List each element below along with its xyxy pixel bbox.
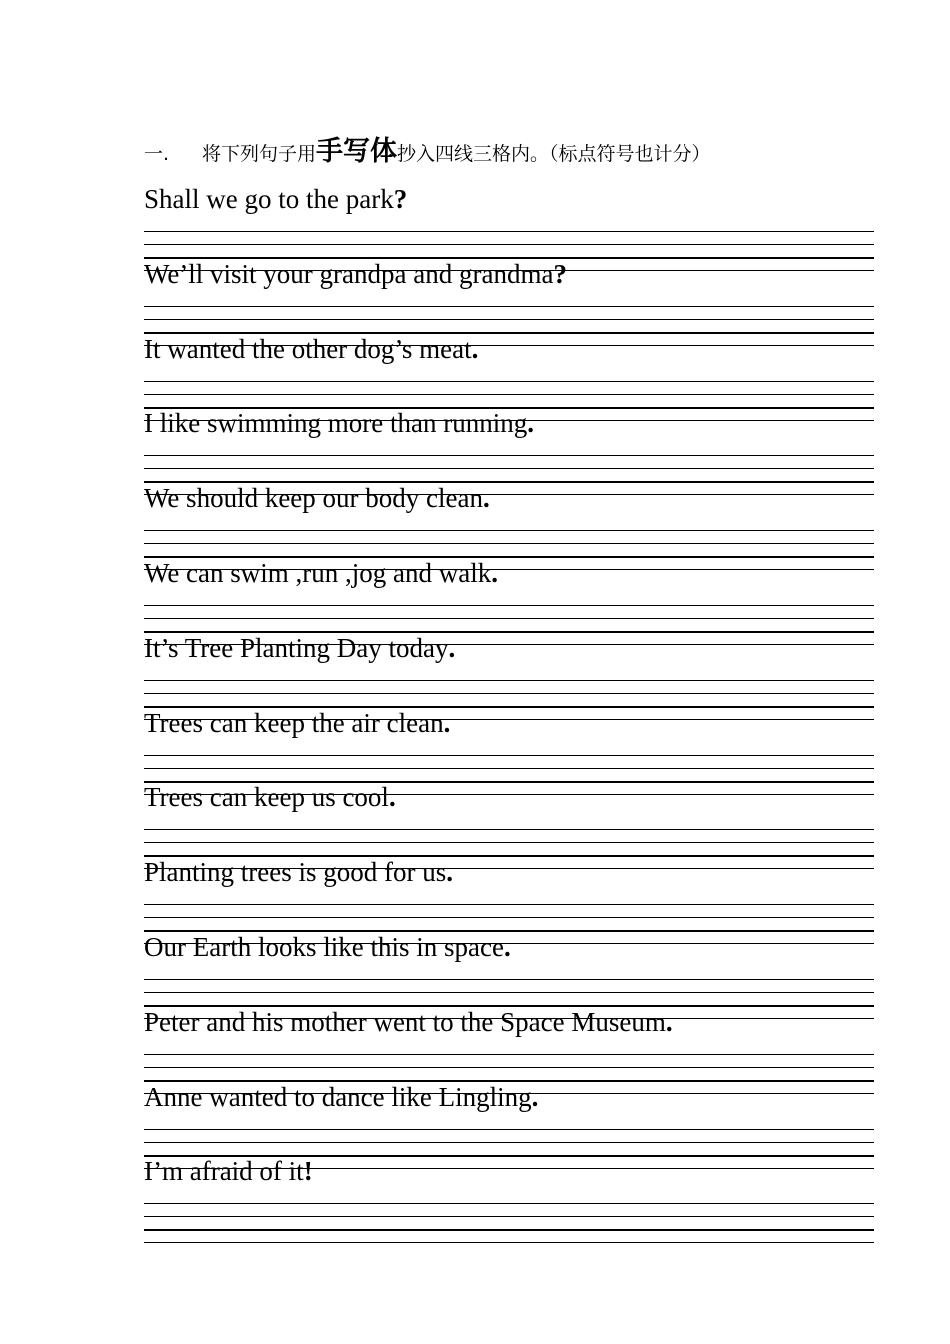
sentence-text: Planting trees is good for us xyxy=(144,857,447,888)
writing-line xyxy=(144,842,874,843)
sentence xyxy=(144,408,534,438)
exercise-item xyxy=(144,1007,874,1082)
instruction-heading xyxy=(144,132,711,174)
instruction-text-after: 抄入四线三格内。（标点符号也计分） xyxy=(397,143,711,165)
sentence xyxy=(144,259,567,289)
sentence xyxy=(144,334,478,364)
sentence-punctuation: . xyxy=(531,1081,539,1112)
exercise-item xyxy=(144,259,874,334)
writing-line xyxy=(144,306,874,307)
sentence xyxy=(144,483,490,513)
instruction-emphasis: 手写体 xyxy=(316,136,398,167)
writing-line xyxy=(144,768,874,769)
writing-line xyxy=(144,1129,874,1130)
exercise-item xyxy=(144,633,874,708)
writing-line xyxy=(144,693,874,694)
writing-line xyxy=(144,917,874,918)
writing-line xyxy=(144,829,874,830)
writing-line xyxy=(144,543,874,544)
exercise-item xyxy=(144,932,874,1007)
sentence-punctuation: ? xyxy=(393,184,408,214)
sentence-punctuation: . xyxy=(446,857,453,888)
sentence-text: It wanted the other dog’s meat xyxy=(144,333,472,364)
writing-line xyxy=(144,468,874,469)
sentence-text: Shall we go to the park xyxy=(144,184,394,214)
sentence xyxy=(144,558,498,588)
sentence xyxy=(144,857,453,887)
sentence-punctuation: ! xyxy=(303,1156,313,1187)
sentence-text: It’s Tree Planting Day today xyxy=(144,632,449,663)
exercise-item xyxy=(144,1156,874,1231)
sentence xyxy=(144,932,511,962)
writing-line xyxy=(144,1142,874,1143)
question-number: 一. xyxy=(144,143,170,165)
instruction-text-before: 将下列句子用 xyxy=(202,143,317,165)
writing-line xyxy=(144,618,874,619)
sentence xyxy=(144,633,455,663)
sentence-punctuation: . xyxy=(527,408,534,439)
sentence xyxy=(144,184,407,214)
sentence xyxy=(144,1007,673,1037)
exercise-item xyxy=(144,782,874,857)
writing-line xyxy=(144,979,874,980)
exercise-item xyxy=(144,483,874,558)
writing-line xyxy=(144,1203,874,1204)
writing-line xyxy=(144,1242,874,1243)
writing-line xyxy=(144,1067,874,1068)
writing-line xyxy=(144,319,874,320)
writing-line xyxy=(144,231,874,232)
sentence-text: Anne wanted to dance like Lingling xyxy=(144,1081,532,1112)
sentence-punctuation: . xyxy=(491,558,498,588)
writing-line xyxy=(144,530,874,531)
writing-line xyxy=(144,1216,874,1217)
sentence-punctuation: . xyxy=(448,632,456,663)
sentence xyxy=(144,1156,313,1186)
writing-line xyxy=(144,904,874,905)
exercise-item xyxy=(144,558,874,633)
writing-line xyxy=(144,680,874,681)
sentence-text: I like swimming more than running xyxy=(144,408,528,439)
sentence-text: Trees can keep the air clean xyxy=(144,707,444,738)
exercise-item xyxy=(144,334,874,409)
writing-line xyxy=(144,755,874,756)
sentence-text: We’ll visit your grandpa and grandma xyxy=(144,258,554,289)
exercise-item xyxy=(144,408,874,483)
writing-line xyxy=(144,381,874,382)
exercise-item xyxy=(144,1082,874,1157)
writing-line xyxy=(144,455,874,456)
sentence xyxy=(144,782,396,812)
sentence xyxy=(144,1082,538,1112)
exercise-item xyxy=(144,184,874,259)
sentence-punctuation: . xyxy=(482,483,490,514)
writing-line xyxy=(144,244,874,245)
sentence-text: Our Earth looks like this in space xyxy=(144,932,504,962)
writing-line xyxy=(144,1054,874,1055)
exercise-item xyxy=(144,708,874,783)
sentence-punctuation: . xyxy=(665,1006,673,1037)
sentence-punctuation: ? xyxy=(553,258,567,289)
writing-line xyxy=(144,605,874,606)
exercise-item xyxy=(144,857,874,932)
sentence-punctuation: . xyxy=(503,932,511,962)
sentence-text: We should keep our body clean xyxy=(144,483,483,514)
writing-line xyxy=(144,992,874,993)
sentence-text: We can swim ,run ,jog and walk xyxy=(144,558,492,588)
sentence-punctuation: . xyxy=(471,333,479,364)
sentence-text: Trees can keep us cool xyxy=(144,782,389,813)
sentence-punctuation: . xyxy=(388,782,396,813)
writing-line xyxy=(144,1229,874,1231)
sentence-punctuation: . xyxy=(443,707,451,738)
sentence xyxy=(144,708,450,738)
writing-line xyxy=(144,394,874,395)
sentence-text: Peter and his mother went to the Space Museum xyxy=(144,1006,666,1037)
sentence-text: I’m afraid of it xyxy=(144,1156,304,1187)
